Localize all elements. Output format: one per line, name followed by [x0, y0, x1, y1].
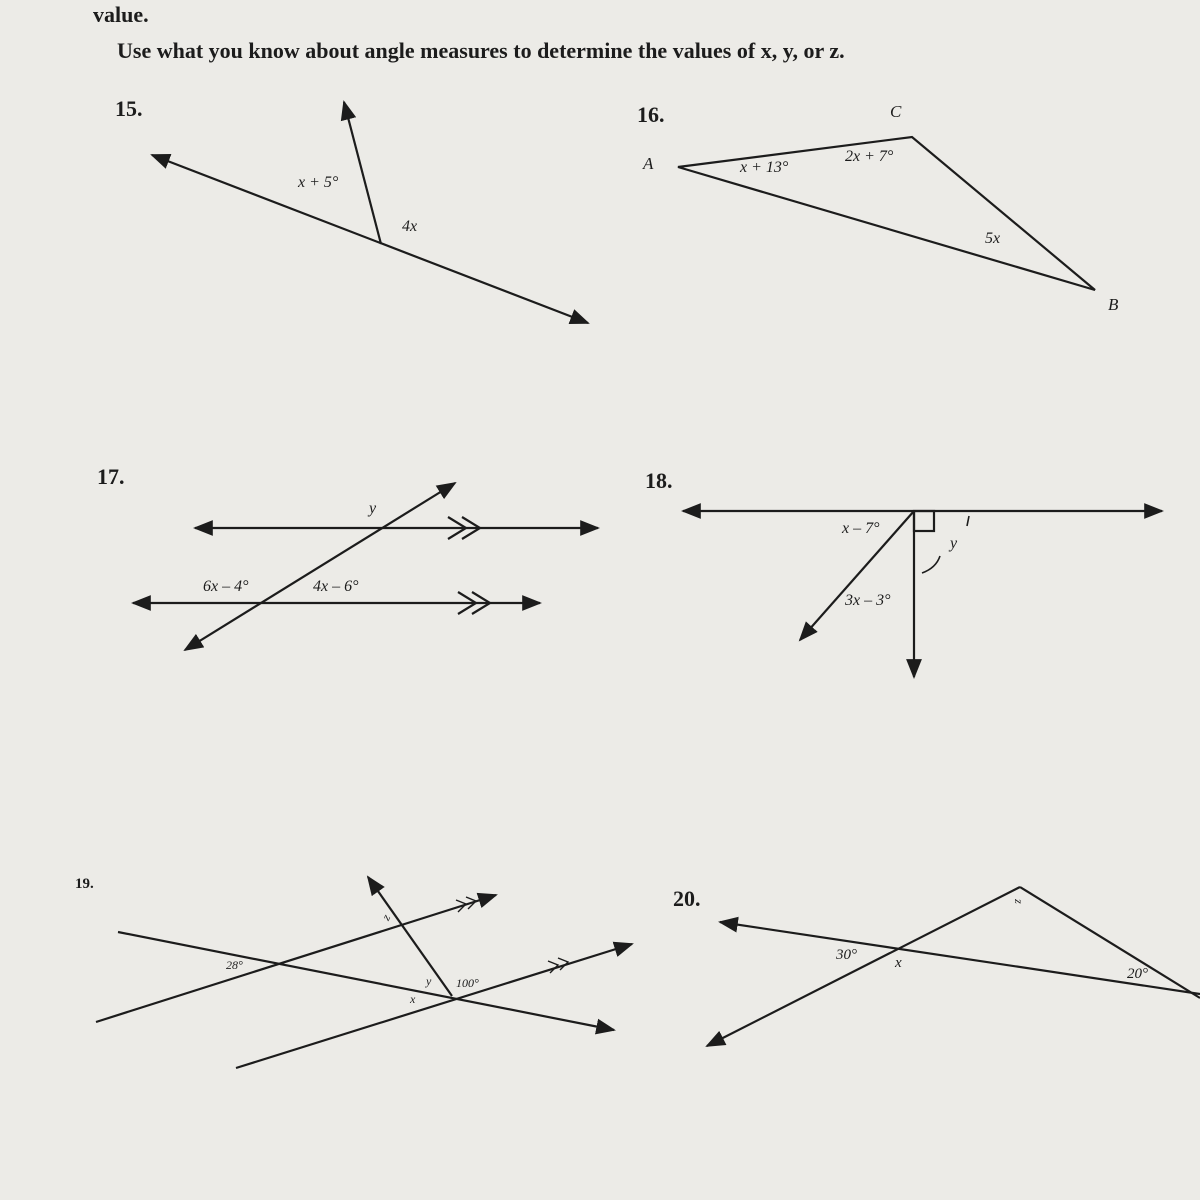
- angle-label-17a: 6x – 4°: [203, 578, 249, 595]
- parallel-line-19-top: [96, 895, 496, 1022]
- angle-label-19z: z: [378, 911, 394, 923]
- angle-label-15a: x + 5°: [298, 174, 339, 191]
- figure-15: [152, 102, 588, 323]
- instructions: Use what you know about angle measures to determine the values of x, y, or z.: [117, 38, 845, 63]
- angle-label-20a: 30°: [836, 947, 857, 963]
- angle-label-16b: 5x: [985, 230, 1001, 247]
- line-15-main: [152, 155, 588, 323]
- angle-label-19b: 100°: [456, 976, 479, 990]
- problem-number-19: 19.: [75, 876, 94, 892]
- problem-number-17: 17.: [97, 464, 125, 489]
- right-angle-mark-18: [914, 511, 934, 531]
- ray-20: [707, 887, 1020, 1046]
- angle-label-15b: 4x: [402, 218, 418, 235]
- angle-label-18b: 3x – 3°: [845, 592, 891, 609]
- angle-label-17b: 4x – 6°: [313, 578, 359, 595]
- angle-label-20z: z: [1011, 899, 1026, 904]
- angle-label-18y: y: [950, 535, 958, 552]
- angle-label-19a: 28°: [226, 958, 243, 972]
- tick-18: [967, 516, 969, 526]
- figure-18: [683, 511, 1162, 677]
- angle-label-19y: y: [426, 974, 432, 988]
- angle-arc-18: [922, 556, 940, 573]
- angle-label-16a: x + 13°: [740, 159, 789, 176]
- angle-label-20b: 20°: [1127, 966, 1148, 982]
- vertex-label-a: A: [643, 154, 654, 173]
- problem-number-20: 20.: [673, 886, 701, 911]
- parallel-mark-19b: [548, 958, 568, 973]
- figure-17: [133, 483, 598, 650]
- line-19-a: [118, 932, 614, 1030]
- vertex-label-b: B: [1108, 295, 1119, 314]
- angle-label-18a: x – 7°: [842, 520, 880, 537]
- transversal-17: [185, 483, 455, 650]
- vertex-label-c: C: [890, 102, 902, 121]
- angle-label-20x: x: [895, 955, 902, 971]
- parallel-mark-19a: [456, 897, 476, 912]
- problem-number-18: 18.: [645, 468, 673, 493]
- figure-19: [96, 877, 632, 1068]
- angle-label-17y: y: [369, 500, 377, 517]
- angle-label-19x: x: [410, 992, 416, 1006]
- problem-number-15: 15.: [115, 96, 143, 121]
- transversal-19: [368, 877, 452, 996]
- problem-number-16: 16.: [637, 102, 665, 127]
- angle-label-16c: 2x + 7°: [845, 148, 894, 165]
- ray-15: [344, 102, 381, 244]
- instruction-fragment: value.: [93, 2, 149, 27]
- parallel-line-19-bottom: [236, 944, 632, 1068]
- line-20: [720, 922, 1200, 994]
